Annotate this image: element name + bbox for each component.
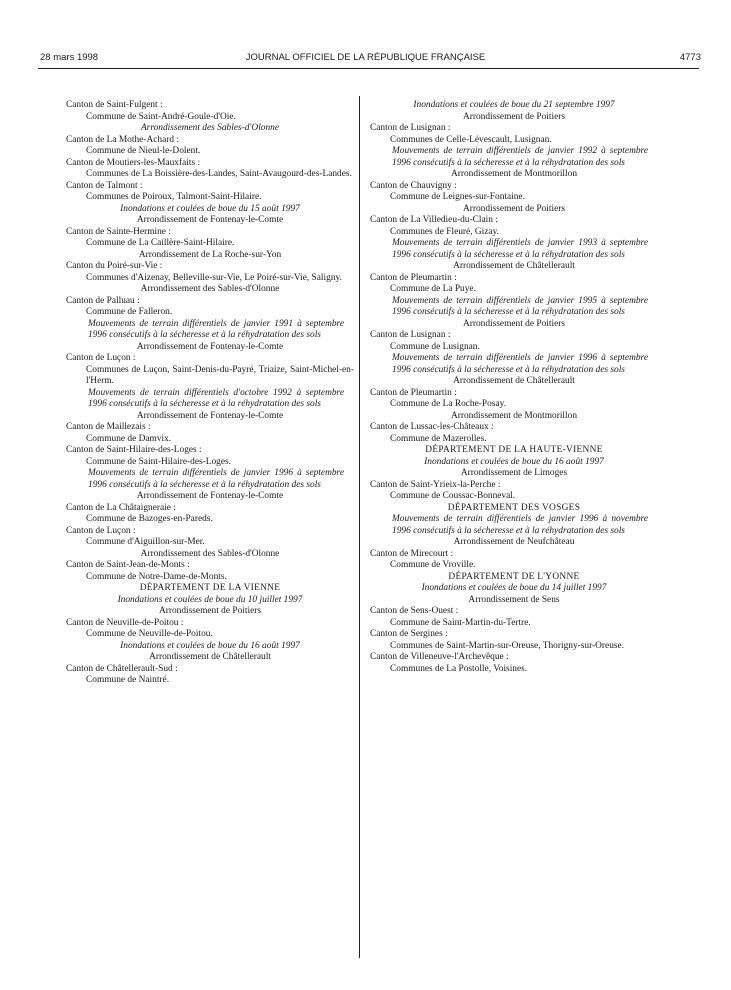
commune-list: Communes de La Boissière-des-Landes, Saint-Avaugourd-des-Landes. [86, 169, 352, 179]
page-number: 4773 [679, 52, 701, 63]
canton-line: Canton de Sainte-Hermine : [66, 226, 171, 237]
commune-list: Commune de Bazoges-en-Pareds. [86, 514, 213, 524]
event-heading: Mouvements de terrain différentiels de janvier 1992 à septembre 1996 consécutifs à la sécheresse et à la réhydratation des sols [392, 146, 648, 168]
commune-list: Commune de Lusignan. [390, 341, 480, 352]
arrondissement-heading: Arrondissement de Poitiers [158, 606, 262, 616]
commune-list: Commune de Naintré. [86, 675, 170, 685]
canton-line: Canton de Talmont : [66, 180, 143, 191]
canton-line: Canton de Saint-Yrieix-la-Perche : [370, 479, 501, 490]
commune-list: Communes de Celle-Lévescault, Lusignan. [390, 134, 552, 145]
event-heading: Inondations et coulées de boue du 16 août 1997 [120, 640, 300, 651]
event-heading: Inondations et coulées de boue du 14 juillet 1997 [421, 583, 607, 593]
department-heading: DÉPARTEMENT DE L'YONNE [448, 571, 580, 582]
event-heading: Mouvements de terrain différentiels de janvier 1995 à septembre 1996 consécutifs à la sécheresse et à la réhydratation des sols [392, 295, 648, 317]
commune-list: Commune de Neuville-de-Poitou. [86, 629, 213, 639]
event-heading: Inondations et coulées de boue du 10 juillet 1997 [117, 594, 303, 605]
canton-line: Canton de Luçon : [66, 353, 136, 363]
arrondissement-heading: Arrondissement de Châtellerault [453, 376, 575, 386]
event-heading: Mouvements de terrain différentiels d'octobre 1992 à septembre 1996 consécutifs à la sécheresse et à la réhydratation des sols [88, 387, 344, 409]
commune-list: Commune de La Caillère-Saint-Hilaire. [86, 238, 235, 248]
arrondissement-heading: Arrondissement de Fontenay-le-Comte [136, 410, 284, 421]
arrondissement-heading: Arrondissement de Sens [468, 594, 560, 605]
event-heading: Inondations et coulées de boue du 21 septembre 1997 [413, 100, 615, 110]
arrondissement-heading: Arrondissement des Sables-d'Olonne [140, 548, 280, 559]
commune-list: Communes d'Aizenay, Belleville-sur-Vie, Le Poiré-sur-Vie, Saligny. [86, 272, 342, 283]
canton-line: Canton de La Villedieu-du-Clain : [370, 215, 498, 225]
arrondissement-heading: Arrondissement de Fontenay-le-Comte [136, 491, 284, 501]
arrondissement-heading: Arrondissement de Châtellerault [453, 261, 575, 271]
event-heading: Inondations et coulées de boue du 15 août 1997 [120, 203, 300, 214]
department-heading: DÉPARTEMENT DE LA VIENNE [139, 583, 281, 593]
commune-list: Commune de Falleron. [86, 307, 173, 317]
arrondissement-heading: Arrondissement de Fontenay-le-Comte [136, 215, 284, 225]
event-heading: Mouvements de terrain différentiels de janvier 1996 à novembre 1996 consécutifs à la sécheresse et à la réhydratation des sols [392, 514, 648, 536]
canton-line: Canton de Châtellerault-Sud : [66, 663, 178, 674]
department-heading: DÉPARTEMENT DE LA HAUTE-VIENNE [425, 445, 603, 455]
header-title: JOURNAL OFFICIEL DE LA RÉPUBLIQUE FRANÇAISE [245, 52, 486, 63]
canton-line: Canton de Saint-Jean-de-Monts : [66, 560, 190, 570]
page-header [0, 52, 731, 68]
canton-line: Canton de Moutiers-les-Mauxfaits : [66, 157, 201, 168]
right-column [370, 100, 658, 675]
canton-line: Canton de Lussac-les-Châteaux : [370, 422, 494, 432]
canton-line: Canton de Sens-Ouest : [370, 606, 459, 616]
arrondissement-heading: Arrondissement de Montmorillon [450, 169, 578, 179]
canton-line: Canton de Neuville-de-Poitou : [66, 617, 184, 628]
arrondissement-heading: Arrondissement des Sables-d'Olonne [140, 123, 280, 133]
arrondissement-heading: Arrondissement de La Roche-sur-Yon [138, 249, 282, 260]
column-divider [359, 96, 360, 958]
commune-list: Commune de Vroville. [390, 560, 476, 570]
left-column [66, 100, 354, 687]
commune-list: Commune de Saint-André-Goule-d'Oie. [86, 111, 236, 122]
commune-list: Commune de La Roche-Posay. [390, 399, 507, 409]
arrondissement-heading: Arrondissement de Fontenay-le-Comte [136, 341, 284, 352]
arrondissement-heading: Arrondissement de Châtellerault [149, 652, 271, 662]
canton-line: Canton de Maillezais : [66, 422, 151, 432]
canton-line: Canton de Chauvigny : [370, 180, 457, 191]
event-heading: Inondations et coulées de boue du 16 août 1997 [424, 456, 604, 467]
commune-list: Commune de Coussac-Bonneval. [390, 491, 516, 501]
canton-line: Canton de Pleumartin : [370, 387, 457, 398]
commune-list: Commune de Saint-Martin-du-Tertre. [390, 617, 531, 628]
commune-list: Commune de Notre-Dame-de-Monts. [86, 571, 227, 582]
commune-list: Commune de Damvix. [86, 433, 172, 444]
arrondissement-heading: Arrondissement de Poitiers [462, 111, 566, 122]
canton-line: Canton du Poiré-sur-Vie : [66, 261, 163, 271]
canton-line: Canton de La Châtaigneraie : [66, 502, 176, 513]
arrondissement-heading: Arrondissement des Sables-d'Olonne [140, 284, 280, 294]
canton-line: Canton de Saint-Fulgent : [66, 100, 163, 110]
canton-line: Canton de Saint-Hilaire-des-Loges : [66, 445, 202, 455]
commune-list: Commune de Leignes-sur-Fontaine. [390, 192, 525, 202]
arrondissement-heading: Arrondissement de Poitiers [462, 203, 566, 214]
commune-list: Communes de Fleuré, Gizay. [390, 226, 500, 237]
event-heading: Mouvements de terrain différentiels de janvier 1993 à septembre 1996 consécutifs à la sécheresse et à la réhydratation des sols [392, 238, 648, 260]
header-rule [38, 68, 699, 69]
canton-line: Canton de Villeneuve-l'Archevêque : [370, 652, 509, 662]
header-date: 28 mars 1998 [40, 52, 99, 63]
commune-list: Communes de La Postolle, Voisines. [390, 663, 528, 674]
commune-list: Commune de Mazerolles. [390, 433, 487, 444]
canton-line: Canton de La Mothe-Achard : [66, 134, 179, 145]
commune-list: Communes de Luçon, Saint-Denis-du-Payré, Triaize, Saint-Michel-en-l'Herm. [86, 364, 354, 386]
canton-line: Canton de Palluau : [66, 295, 140, 306]
commune-list: Commune de Nieul-le-Dolent. [86, 146, 201, 156]
canton-line: Canton de Pleumartin : [370, 272, 457, 283]
commune-list: Communes de Saint-Martin-sur-Oreuse, Thorigny-sur-Oreuse. [390, 640, 625, 651]
arrondissement-heading: Arrondissement de Neufchâteau [453, 537, 575, 547]
canton-line: Canton de Lusignan : [370, 123, 451, 133]
arrondissement-heading: Arrondissement de Poitiers [462, 318, 566, 329]
commune-list: Commune d'Aiguillon-sur-Mer. [86, 537, 205, 547]
canton-line: Canton de Sergines : [370, 629, 448, 639]
commune-list: Communes de Poiroux, Talmont-Saint-Hilaire. [86, 192, 262, 202]
commune-list: Commune de La Puye. [390, 284, 476, 294]
event-heading: Mouvements de terrain différentiels de janvier 1996 à septembre 1996 consécutifs à la sécheresse et à la réhydratation des sols [392, 353, 648, 375]
commune-list: Commune de Saint-Hilaire-des-Loges. [86, 456, 232, 467]
canton-line: Canton de Luçon : [66, 525, 136, 536]
canton-line: Canton de Lusignan : [370, 330, 451, 340]
event-heading: Mouvements de terrain différentiels de janvier 1996 à septembre 1996 consécutifs à la sécheresse et à la réhydratation des sols [88, 468, 344, 490]
arrondissement-heading: Arrondissement de Montmorillon [450, 410, 578, 421]
event-heading: Mouvements de terrain différentiels de janvier 1991 à septembre 1996 consécutifs à la sécheresse et à la réhydratation des sols [88, 318, 344, 340]
arrondissement-heading: Arrondissement de Limoges [460, 468, 568, 478]
department-heading: DÉPARTEMENT DES VOSGES [447, 502, 581, 513]
canton-line: Canton de Mirecourt : [370, 548, 454, 559]
